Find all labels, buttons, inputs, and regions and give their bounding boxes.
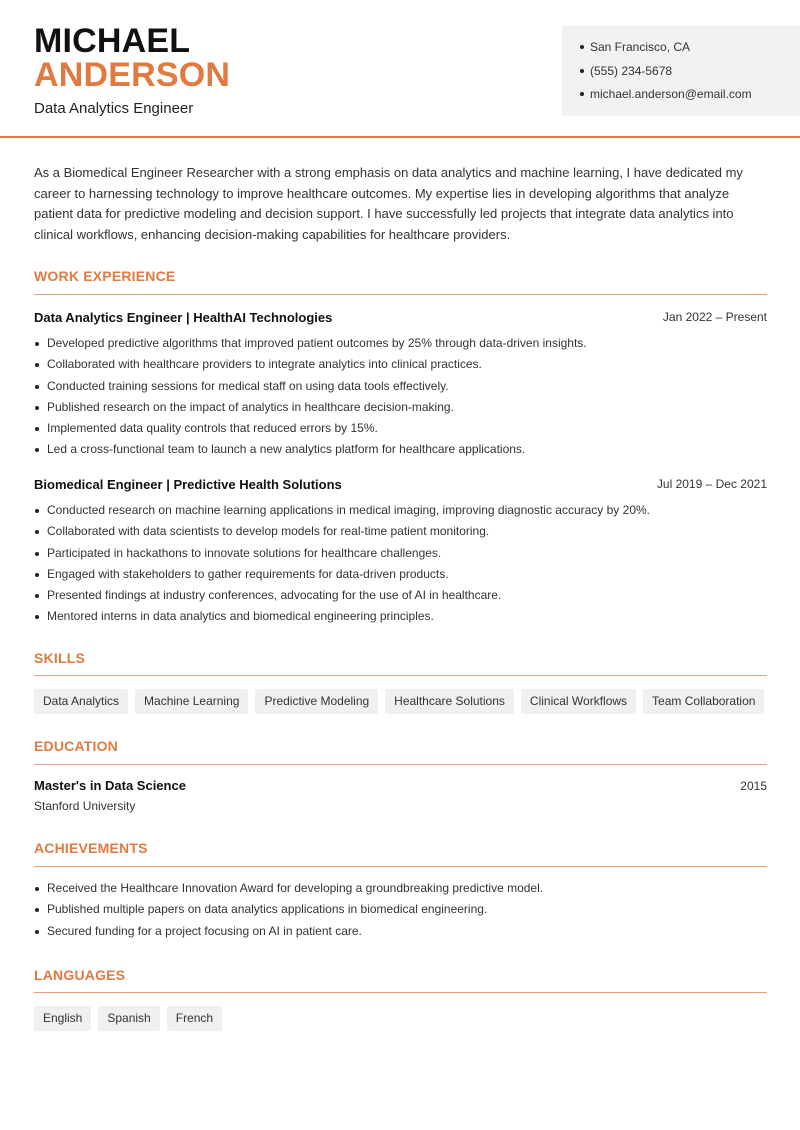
job-header — [34, 310, 767, 325]
bullet-item: Collaborated with data scientists to develop models for real-time patient monitoring. — [34, 521, 767, 542]
bullet-item: Published multiple papers on data analytics applications in biomedical engineering. — [34, 899, 767, 920]
education-school: Stanford University — [34, 799, 136, 813]
bullet-item: Implemented data quality controls that reduced errors by 15%. — [34, 418, 767, 439]
bullet-item: Conducted research on machine learning applications in medical imaging, improving diagnostic accuracy by 20%. — [34, 500, 767, 521]
skills-list — [34, 689, 764, 714]
bullet-item: Secured funding for a project focusing on AI in patient care. — [34, 921, 767, 942]
skill-chip: Machine Learning — [135, 689, 248, 714]
skill-chip: Predictive Modeling — [255, 689, 378, 714]
skill-chip: Clinical Workflows — [521, 689, 636, 714]
section-divider — [34, 866, 767, 867]
contact-box — [562, 26, 800, 116]
language-chip: English — [34, 1006, 91, 1031]
section-divider — [34, 675, 767, 676]
section-divider — [34, 764, 767, 765]
bullet-item: Presented findings at industry conferences, advocating for the use of AI in healthcare. — [34, 585, 767, 606]
job-role: Data Analytics Engineer | HealthAI Technologies — [34, 310, 333, 325]
section-title-skills: SKILLS — [34, 650, 85, 666]
first-name: MICHAEL — [34, 22, 191, 60]
section-divider — [34, 294, 767, 295]
bullet-item: Developed predictive algorithms that improved patient outcomes by 25% through data-driven insights. — [34, 333, 767, 354]
job-title: Data Analytics Engineer — [34, 100, 194, 117]
bullet-item: Conducted training sessions for medical staff on using data tools effectively. — [34, 376, 767, 397]
last-name: ANDERSON — [34, 56, 231, 94]
language-chip: Spanish — [98, 1006, 159, 1031]
job-header — [34, 477, 767, 492]
skill-chip: Data Analytics — [34, 689, 128, 714]
section-title-education: EDUCATION — [34, 738, 118, 754]
section-title-achievements: ACHIEVEMENTS — [34, 840, 148, 856]
section-title-languages: LANGUAGES — [34, 967, 126, 983]
contact-email: michael.anderson@email.com — [580, 83, 800, 107]
bullet-item: Led a cross-functional team to launch a new analytics platform for healthcare applications. — [34, 439, 767, 460]
section-title-work: WORK EXPERIENCE — [34, 268, 176, 284]
bullet-item: Collaborated with healthcare providers to integrate analytics into clinical practices. — [34, 354, 767, 375]
bullet-item: Engaged with stakeholders to gather requirements for data-driven products. — [34, 564, 767, 585]
achievements-list — [34, 878, 767, 942]
section-divider — [34, 992, 767, 993]
bullet-item: Published research on the impact of analytics in healthcare decision-making. — [34, 397, 767, 418]
job-bullets — [34, 333, 767, 461]
summary-paragraph: As a Biomedical Engineer Researcher with a strong emphasis on data analytics and machine learning, I have dedicated my career to harnessing technology to improve healthcare outcomes. My expertise lies in developing algorithms that analyze patient data for predictive modeling and decision support. I have successfully led projects that integrate data analytics into clinical workflows, enhancing decision-making capabilities for healthcare providers. — [34, 165, 743, 243]
education-degree: Master's in Data Science — [34, 778, 186, 793]
job-bullets — [34, 500, 767, 628]
languages-list — [34, 1006, 222, 1031]
language-chip: French — [167, 1006, 222, 1031]
bullet-item: Received the Healthcare Innovation Award for developing a groundbreaking predictive model. — [34, 878, 767, 899]
skill-chip: Healthcare Solutions — [385, 689, 514, 714]
job-dates: Jul 2019 – Dec 2021 — [656, 477, 767, 491]
job-role: Biomedical Engineer | Predictive Health Solutions — [34, 477, 342, 492]
resume-header — [0, 0, 800, 138]
skill-chip: Team Collaboration — [643, 689, 764, 714]
education-year: 2015 — [740, 779, 767, 793]
contact-phone: (555) 234-5678 — [580, 60, 800, 84]
bullet-item: Mentored interns in data analytics and biomedical engineering principles. — [34, 606, 767, 627]
bullet-item: Participated in hackathons to innovate solutions for healthcare challenges. — [34, 543, 767, 564]
job-dates: Jan 2022 – Present — [662, 310, 767, 324]
contact-location: San Francisco, CA — [580, 36, 800, 60]
